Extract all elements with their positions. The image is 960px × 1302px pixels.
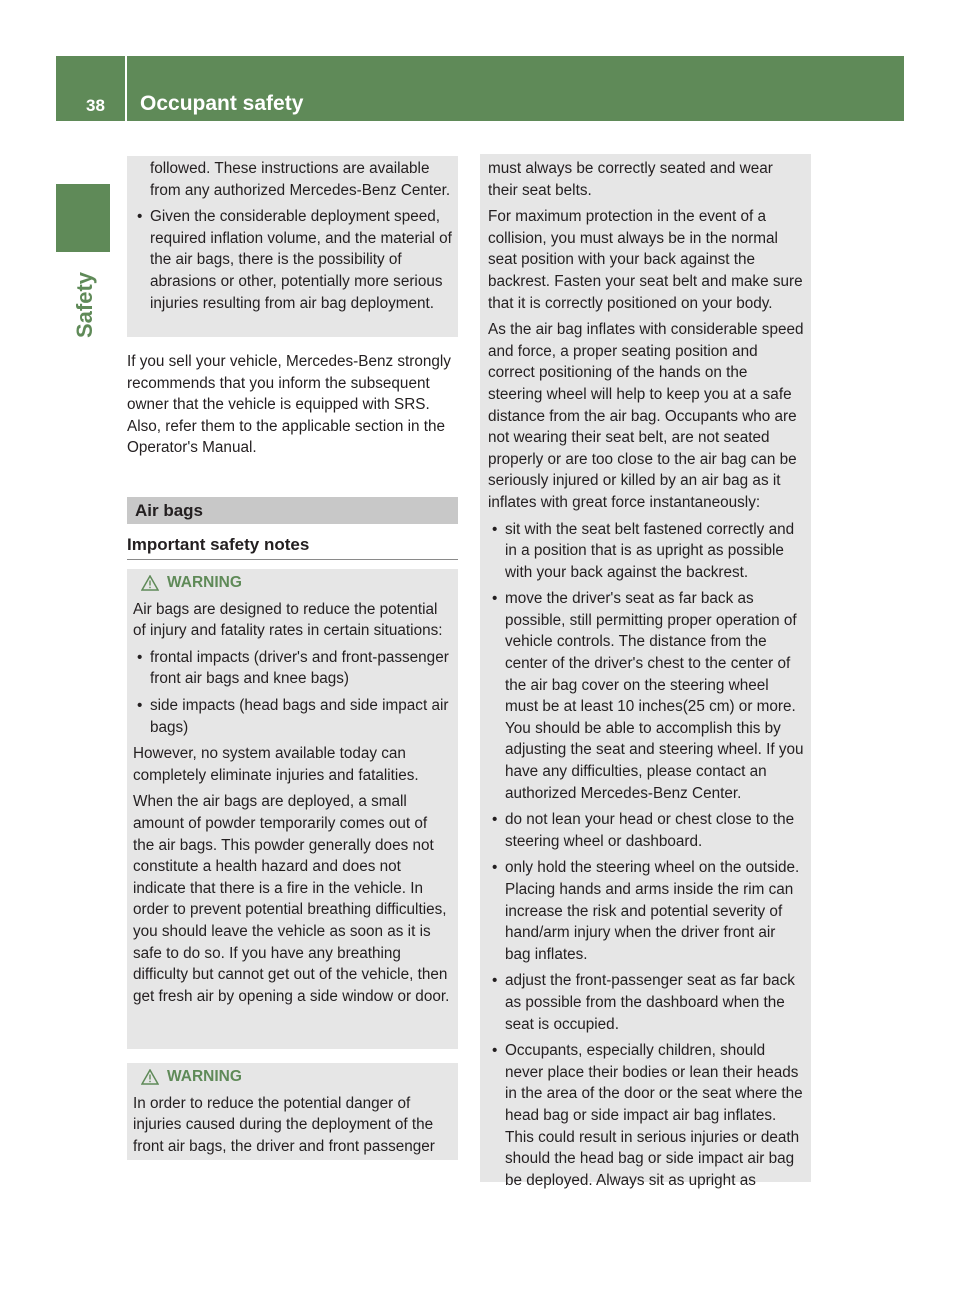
warning-header [141, 1066, 452, 1088]
warning-triangle-icon [141, 1069, 159, 1085]
list-item: • adjust the front-passenger seat as far back as possible from the dashboard when the seat is occupied. [488, 970, 805, 1035]
list-item: • side impacts (head bags and side impact air bags) [133, 695, 452, 738]
continued-note-box [127, 156, 458, 337]
list-item: • Given the considerable deployment speed, required inflation volume, and the material of the air bags, there is the possibility of abrasions or other, potentially more serious injuries resulting from air bag deployment. [133, 206, 452, 314]
list-item: • Occupants, especially children, should never place their bodies or lean their heads in the area of the door or the seat where the head bag or side impact air bag inflates. This could result in serious injuries or death should the head bag or side impact air bag be deployed. Always sit as upright as [488, 1040, 805, 1191]
page-number: 38 [86, 96, 105, 115]
inflation-paragraph: As the air bag inflates with considerable speed and force, a proper seating position and correct positioning of the hands on the steering wheel will help to keep you at a safe distance from the air bag. Occupants who are not wearing their seat belt, are not seated properly or are too close to the air bag can be seriously injured or killed by an air bag as it inflates with great force instantaneously: [488, 321, 804, 511]
continued-text: followed. These instructions are available from any authorized Mercedes-Benz Center. [150, 160, 451, 199]
protection-paragraph: For maximum protection in the event of a collision, you must always be in the normal seat position with your back against the backrest. Fasten your seat belt and make sure that it is correctly positioned on your body. [488, 208, 803, 312]
list-item: • move the driver's seat as far back as possible, still permitting proper operation of vehicle controls. The distance from the center of the driver's chest to the center of the air bag cover on the steering wheel must be at least 10 inches(25 cm) or more. You should be able to accomplish this by adjusting the seat and steering wheel. If you have any difficulties, please contact an authorized Mercedes-Benz Center. [488, 588, 805, 804]
continued-paragraph: must always be correctly seated and wear their seat belts. [488, 160, 773, 199]
list-item: • do not lean your head or chest close to the steering wheel or dashboard. [488, 809, 805, 852]
safety-notes-heading: Important safety notes [127, 535, 458, 560]
warning-bullet-list [133, 647, 452, 738]
section-title: Occupant safety [140, 92, 304, 115]
warning-box [127, 1063, 458, 1160]
side-tab-label: Safety [72, 271, 97, 338]
warning-intro: Air bags are designed to reduce the potential of injury and fatality rates in certain situations: [133, 600, 443, 640]
warning-paragraph: When the air bags are deployed, a small amount of powder temporarily comes out of the air bags. This powder generally does not constitute a health hazard and does not indicate that there is a fire in the vehicle. In order to prevent potential breathing difficulties, you should leave the vehicle as soon as it is safe to do so. If you have any breathing difficulty but cannot get out of the vehicle, then get fresh air by opening a side window or door. [133, 793, 450, 1005]
seating-bullet-list [488, 519, 805, 1192]
header-divider [125, 56, 127, 121]
resale-paragraph [127, 351, 462, 464]
resale-text: If you sell your vehicle, Mercedes-Benz strongly recommends that you inform the subsequent owner that the vehicle is equipped with SRS. Also, refer them to the applicable section in the Operator's Manual. [127, 353, 451, 457]
warning-continued-box [480, 154, 811, 1189]
warning-paragraph: In order to reduce the potential danger of injuries caused during the deployment of the front air bags, the driver and front passenger [133, 1094, 435, 1155]
warning-title: WARNING [167, 1068, 242, 1085]
warning-title: WARNING [167, 574, 242, 591]
side-tab-marker [56, 184, 110, 252]
warning-box [127, 569, 458, 1049]
warning-triangle-icon [141, 575, 159, 591]
airbags-heading: Air bags [127, 497, 458, 524]
list-item: • only hold the steering wheel on the outside. Placing hands and arms inside the rim can increase the risk and potential severity of hand/arm injury when the driver front air bag inflates. [488, 857, 805, 965]
list-item: • frontal impacts (driver's and front-passenger front air bags and knee bags) [133, 647, 452, 690]
list-item: • sit with the seat belt fastened correctly and in a position that is as upright as possible with your back against the backrest. [488, 519, 805, 584]
note-bullet-list [133, 206, 452, 314]
warning-paragraph: However, no system available today can completely eliminate injuries and fatalities. [133, 745, 419, 784]
warning-header [141, 572, 452, 594]
